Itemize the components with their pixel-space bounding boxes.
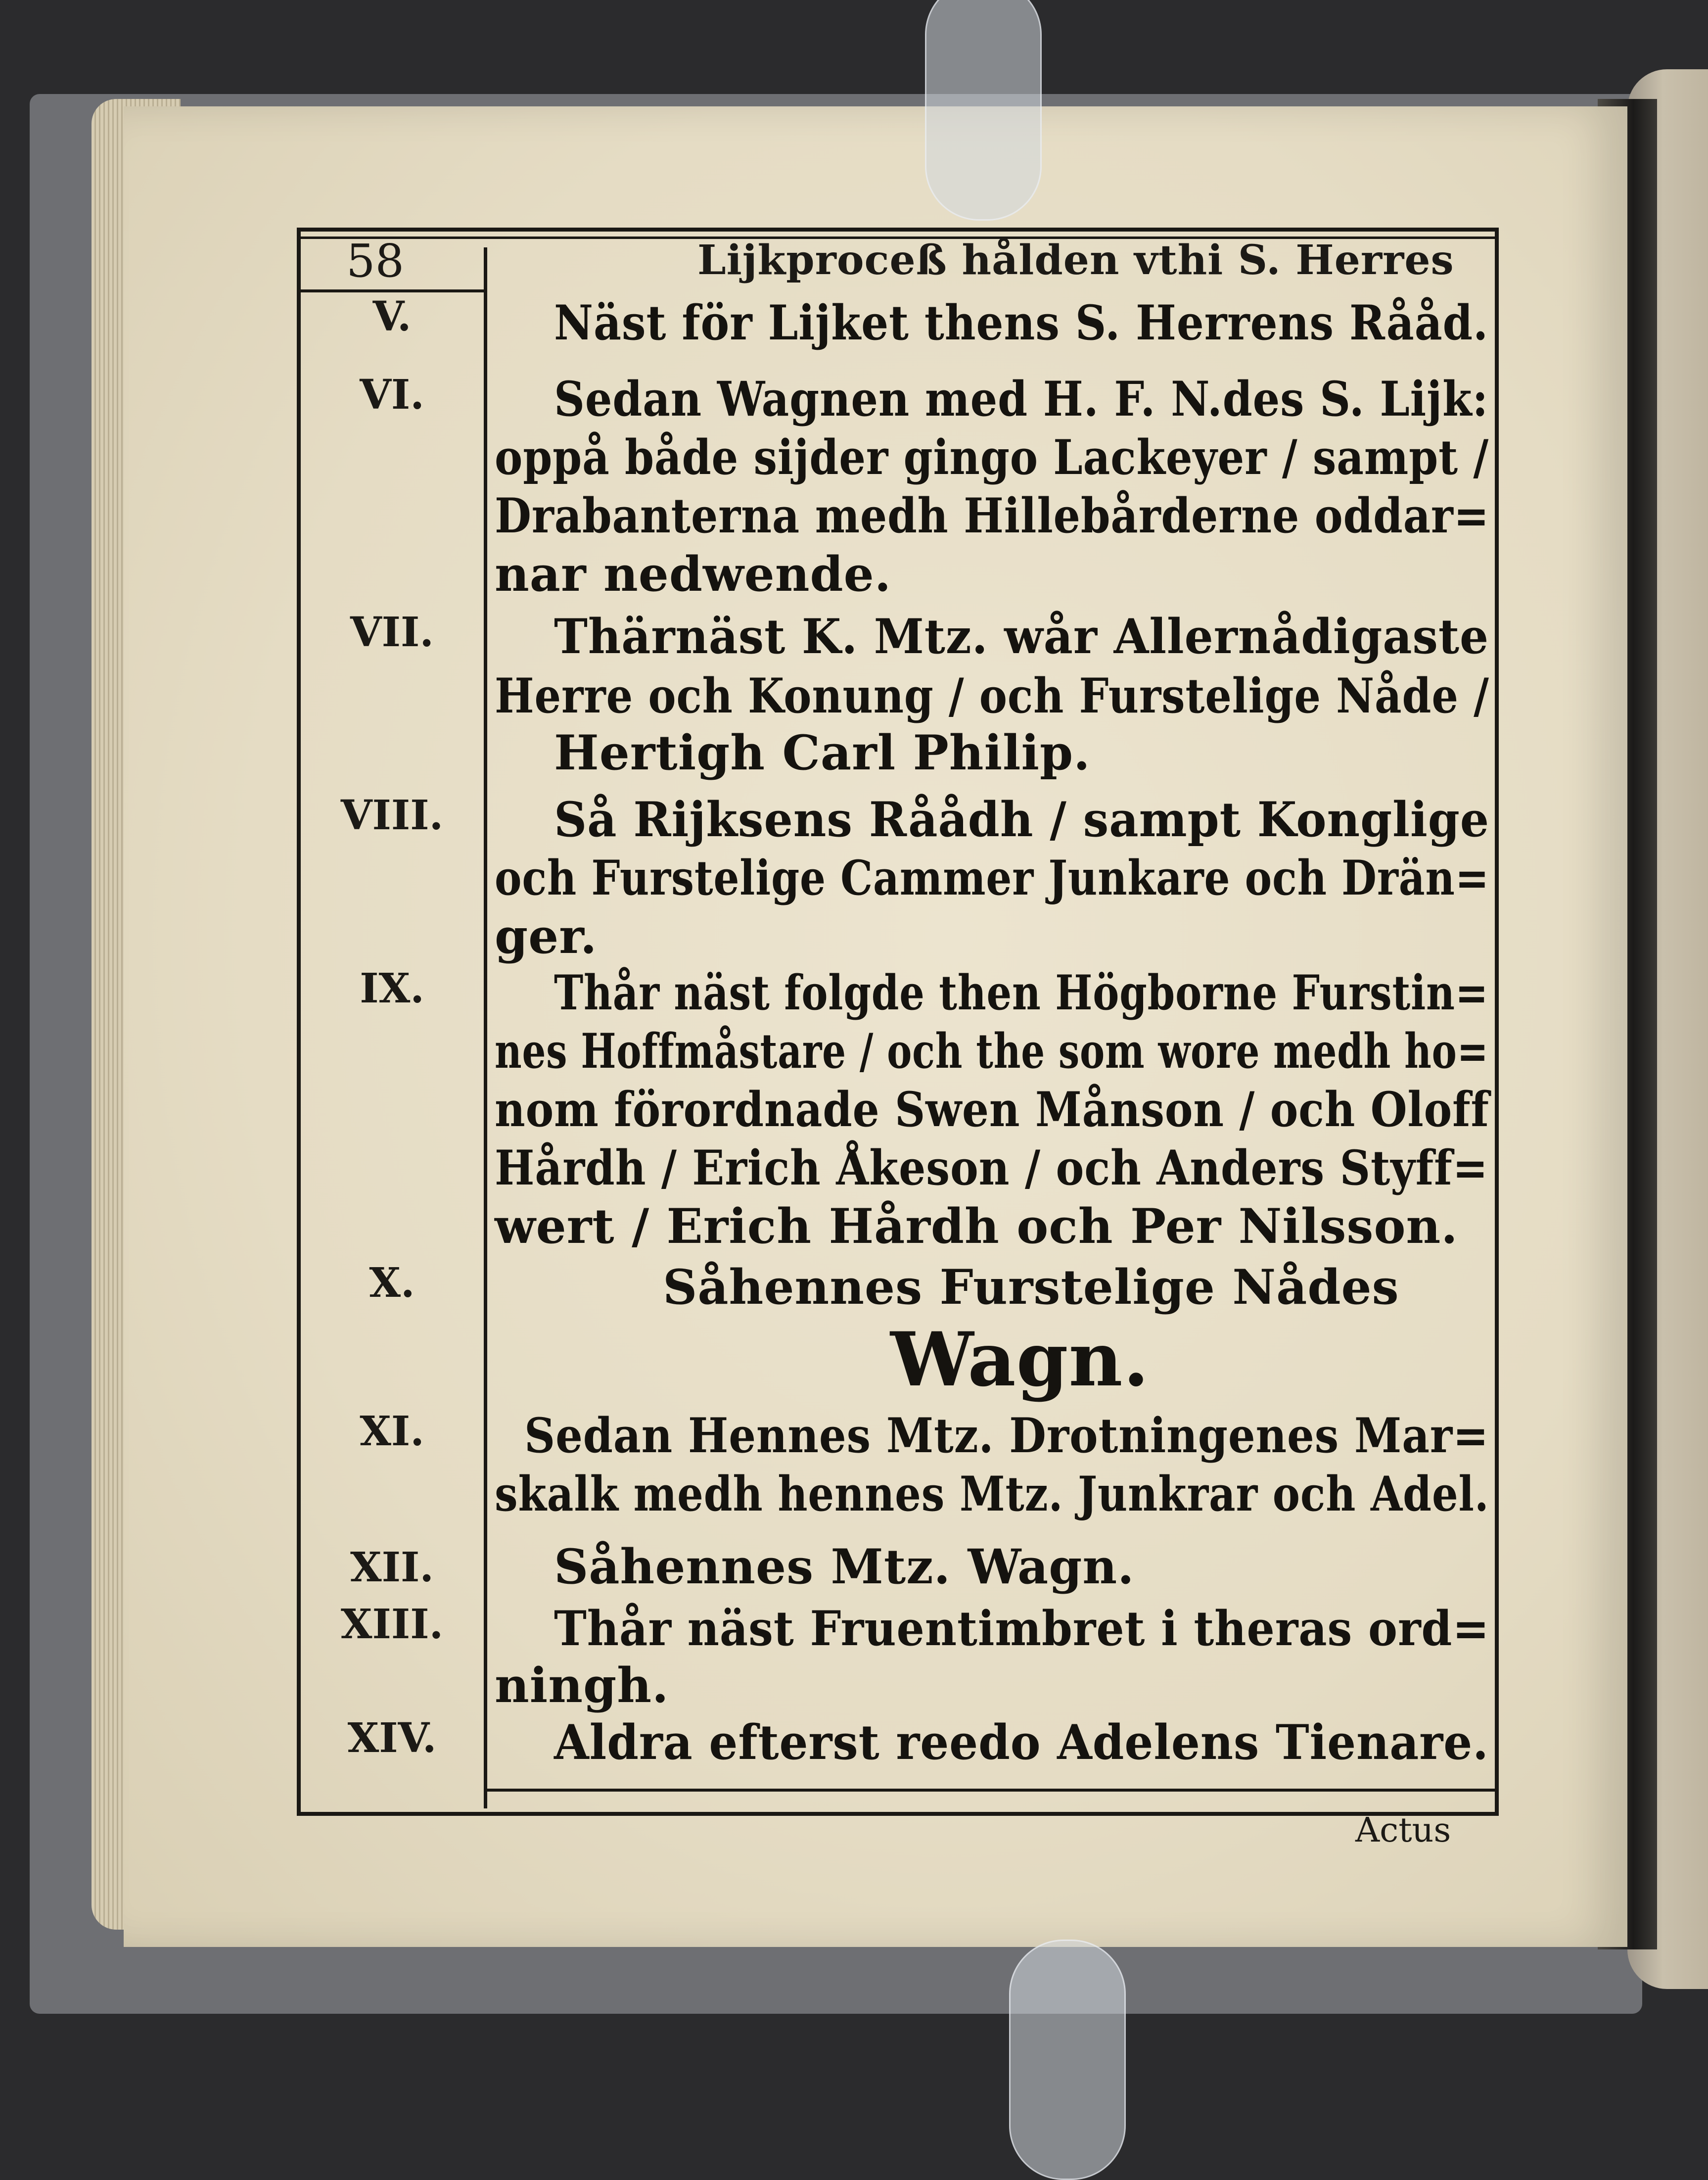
text-line: ger.: [495, 908, 598, 964]
entry-numeral: XIV.: [347, 1714, 437, 1762]
entry-numeral: VI.: [360, 371, 424, 419]
text-line: ningh.: [495, 1658, 669, 1713]
text-line: Thår näst Fruentimbret i theras ord=: [554, 1601, 1490, 1657]
column-rule: [484, 247, 487, 1808]
text-line: Hårdh / Erich Åkeson / och Anders Styff=: [495, 1140, 1488, 1196]
text-line: Sedan Wagnen med H. F. N.des S. Lijk:: [554, 371, 1489, 427]
text-line: skalk medh hennes Mtz. Junkrar och Adel.: [495, 1466, 1489, 1522]
entry-numeral: XI.: [360, 1408, 424, 1455]
entry-numeral: IX.: [360, 965, 424, 1012]
text-line: Thärnäst K. Mtz. wår Allernådigaste: [554, 609, 1489, 664]
text-line: Thår näst folgde then Högborne Furstin=: [554, 965, 1489, 1021]
text-line: Sedan Hennes Mtz. Drotningenes Mar=: [524, 1408, 1489, 1464]
text-line: Så Rijksens Råådh / sampt Konglige: [554, 792, 1490, 848]
entry-numeral: V.: [372, 293, 412, 340]
text-line: nar nedwende.: [495, 546, 892, 602]
text-line: Drabanterna medh Hillebårderne oddar=: [495, 488, 1490, 544]
text-line: nes Hoffmåstare / och the som wore medh ho=: [495, 1023, 1489, 1079]
text-line: wert / Erich Hårdh och Per Nilsson.: [495, 1198, 1458, 1254]
entry-numeral: X.: [369, 1259, 415, 1307]
text-line-large: Wagn.: [890, 1316, 1150, 1403]
entry-numeral: VIII.: [340, 792, 444, 839]
scanner-clip: [1009, 1940, 1126, 2180]
entry-numeral: XIII.: [340, 1601, 444, 1648]
text-line: Herre och Konung / och Furstelige Nåde /: [495, 668, 1489, 724]
running-head: Lijkproceß hålden vthi S. Herres: [697, 237, 1454, 284]
text-line: oppå både sijder gingo Lackeyer / sampt /: [495, 429, 1489, 485]
text-line: Hertigh Carl Philip.: [554, 725, 1091, 781]
scanner-clip: [925, 0, 1042, 221]
text-line: Såhennes Mtz. Wagn.: [554, 1539, 1135, 1595]
text-line: Såhennes Furstelige Nådes: [663, 1259, 1399, 1315]
page-number: 58: [346, 235, 405, 287]
text-line: Aldra efterst reedo Adelens Tienare.: [554, 1714, 1489, 1770]
entry-numeral: VII.: [350, 609, 434, 656]
text-line: och Furstelige Cammer Junkare och Drän=: [495, 850, 1490, 906]
entry-numeral: XII.: [350, 1544, 434, 1591]
text-line: Näst för Lijket thens S. Herrens Rååd.: [554, 295, 1489, 351]
page-number-rule: [301, 289, 484, 292]
catchword: Actus: [1355, 1811, 1451, 1850]
bottom-rule: [487, 1789, 1499, 1792]
text-line: nom förordnade Swen Månson / och Oloff: [495, 1082, 1489, 1137]
